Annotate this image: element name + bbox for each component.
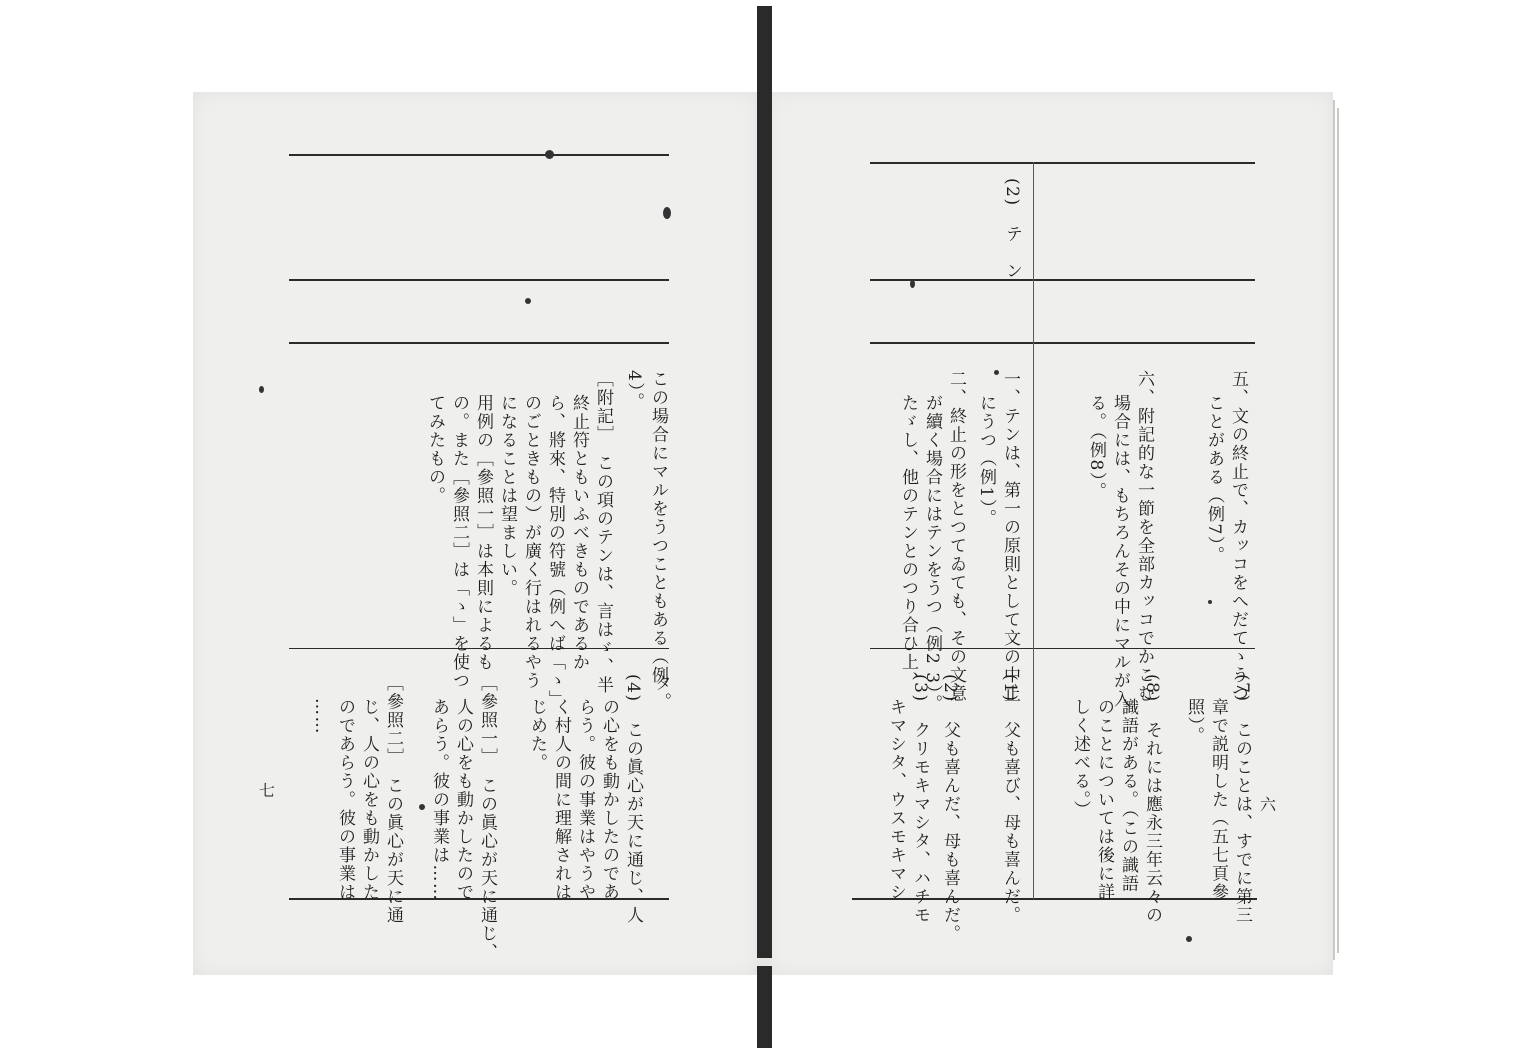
text-column: ことがある（例7）。: [1204, 394, 1224, 565]
text-column: ［附記］ この項のテンは、言はゞ、半: [593, 370, 613, 695]
divider-line: [1033, 162, 1034, 899]
example-column: (4) この眞心が天に通じ、人: [623, 674, 643, 925]
speck: [994, 370, 999, 375]
speck: [419, 804, 425, 810]
text-column: 終止符ともいふべきものであるか: [569, 394, 589, 672]
example-column: ［參照一］ この眞心が天に通じ、: [477, 674, 497, 962]
example-column: 人の心をも動かしたので: [453, 698, 473, 902]
speck: [259, 386, 264, 393]
example-column: (7) このことは、すでに第三: [1232, 674, 1252, 925]
rule-line: [289, 342, 669, 344]
text-column: 用例の［參照一］は本則によるも: [473, 394, 493, 672]
example-column: (8) それには應永三年云々の: [1142, 674, 1162, 925]
rule-line: [870, 279, 1255, 281]
example-column: 識語がある。（この識語: [1118, 698, 1138, 893]
text-column: てみたもの。: [425, 394, 445, 505]
text-column: この場合にマルをうつこともある（例: [648, 370, 668, 685]
text-column: が續く場合にはテンをうつ（例2 3）。: [922, 394, 942, 714]
text-column: 六、附記的な一節を全部カッコでかこむ: [1134, 370, 1154, 703]
example-column: (3) クリモキマシタ、ハチモ: [910, 674, 930, 925]
example-column: しく述べる。）: [1070, 698, 1090, 819]
text-column: 二、終止の形をとつてゐても、その文意: [946, 370, 966, 703]
example-column: タ。: [651, 674, 671, 711]
page-number: 六: [1260, 795, 1277, 814]
text-column: になることは望ましい。: [497, 394, 517, 598]
speck: [525, 298, 531, 304]
rule-line: [870, 162, 1255, 164]
example-column: のことについては後に詳: [1094, 698, 1114, 902]
page-edge: [1333, 100, 1335, 960]
text-column: 4）。: [624, 370, 644, 411]
rule-line: [870, 342, 1255, 344]
example-column: の心をも動かしたのであ: [599, 698, 619, 902]
example-column: のであらう。彼の事業は: [335, 698, 355, 902]
example-column: あらう。彼の事業は……: [429, 698, 449, 902]
book-spine: [757, 6, 772, 1048]
text-column: 五、文の終止で、カッコをへだてゝうつ: [1228, 370, 1248, 703]
section-heading: (2) テ ン: [1002, 178, 1022, 281]
example-column: 章で説明した（五七頁參: [1208, 698, 1228, 902]
text-column: 一、テンは、第一の原則として文の中止: [1000, 370, 1020, 703]
example-column: (2) 父も喜んだ、母も喜んだ。: [940, 674, 960, 944]
example-column: ［參照二］ この眞心が天に通: [383, 674, 403, 925]
example-column: じめた。: [527, 698, 547, 772]
text-column: ら、將來、特別の符號（例へば「ゝ」: [545, 394, 565, 709]
rule-line: [289, 154, 669, 156]
example-column: じ、人の心をも動かした: [359, 698, 379, 902]
example-column: キマシタ、ウスモキマシ: [886, 698, 906, 902]
speck: [910, 280, 915, 288]
speck: [1186, 936, 1192, 942]
spine-gap: [757, 958, 772, 966]
text-column: る。（例8）。: [1086, 394, 1106, 501]
text-column: のごときもの）が廣く行はれるやう: [521, 394, 541, 690]
example-column: (1) 父も喜び、母も喜んだ。: [1000, 674, 1020, 925]
page-edge: [1337, 108, 1339, 953]
example-column: く村人の間に理解されは: [551, 698, 571, 902]
speck: [663, 207, 671, 219]
right-page: [768, 92, 1333, 975]
text-column: にうつ（例1）。: [976, 394, 996, 528]
text-column: 場合には、もちろんその中にマルが入: [1110, 394, 1130, 709]
page-number: 七: [259, 781, 276, 800]
speck: [545, 150, 554, 159]
text-column: の。また［參照二］は「ゝ」を使つ: [449, 394, 469, 690]
left-page: [193, 92, 758, 975]
text-column: たゞし、他のテンとのつり合ひ上、: [898, 394, 918, 690]
speck: [1208, 600, 1212, 604]
example-column: 照）。: [1184, 698, 1204, 745]
example-column: らう。彼の事業はやうや: [575, 698, 595, 902]
example-column: ……: [311, 698, 331, 735]
rule-line: [289, 279, 669, 281]
